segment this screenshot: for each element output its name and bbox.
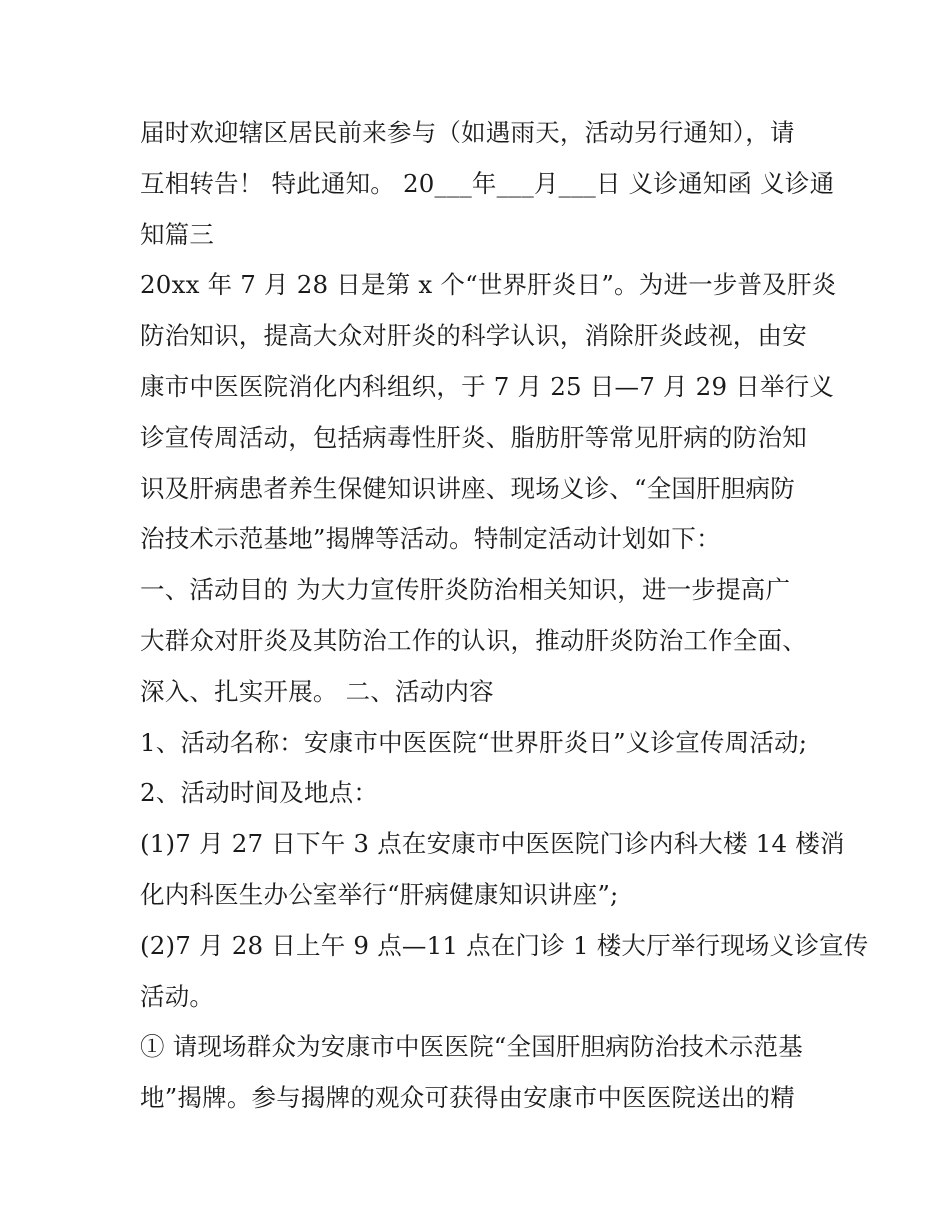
- text-line: 诊宣传周活动，包括病毒性肝炎、脂肪肝等常见肝病的防治知: [140, 422, 807, 452]
- text-line: (2)7 月 28 日上午 9 点—11 点在门诊 1 楼大厅举行现场义诊宣传: [140, 930, 869, 960]
- text-line: (1)7 月 27 日下午 3 点在安康市中医医院门诊内科大楼 14 楼消: [140, 829, 845, 859]
- text-line: 活动。: [140, 981, 215, 1011]
- text-line: 一、活动目的 为大力宣传肝炎防治相关知识，进一步提高广: [140, 575, 791, 605]
- text-line: 识及肝病患者养生保健知识讲座、现场义诊、“全国肝胆病防: [140, 473, 795, 503]
- text-line: 治技术示范基地”揭牌等活动。特制定活动计划如下：: [140, 524, 721, 554]
- text-line: 地”揭牌。参与揭牌的观众可获得由安康市中医医院送出的精: [140, 1083, 795, 1113]
- text-line: 2、活动时间及地点：: [140, 778, 379, 808]
- text-line: 届时欢迎辖区居民前来参与（如遇雨天，活动另行通知），请: [140, 118, 795, 147]
- text-line: 20xx 年 7 月 28 日是第 x 个“世界肝炎日”。为进一步普及肝炎: [140, 270, 837, 300]
- text-line: 1、活动名称：安康市中医医院“世界肝炎日”义诊宣传周活动;: [140, 727, 808, 757]
- text-line: 深入、扎实开展。 二、活动内容: [140, 676, 494, 706]
- text-line: 化内科医生办公室举行“肝病健康知识讲座”;: [140, 879, 619, 909]
- text-line: 大群众对肝炎及其防治工作的认识，推动肝炎防治工作全面、: [140, 625, 807, 655]
- text-line: 防治知识，提高大众对肝炎的科学认识，消除肝炎歧视，由安: [140, 321, 807, 351]
- text-line: ① 请现场群众为安康市中医医院“全国肝胆病防治技术示范基: [140, 1032, 803, 1062]
- text-line: 康市中医医院消化内科组织，于 7 月 25 日—7 月 29 日举行义: [140, 371, 835, 401]
- text-line: 知篇三: [140, 219, 215, 249]
- text-line: 互相转告！ 特此通知。 20___年___月___日 义诊通知函 义诊通: [140, 168, 835, 198]
- document-body: [140, 108, 869, 1124]
